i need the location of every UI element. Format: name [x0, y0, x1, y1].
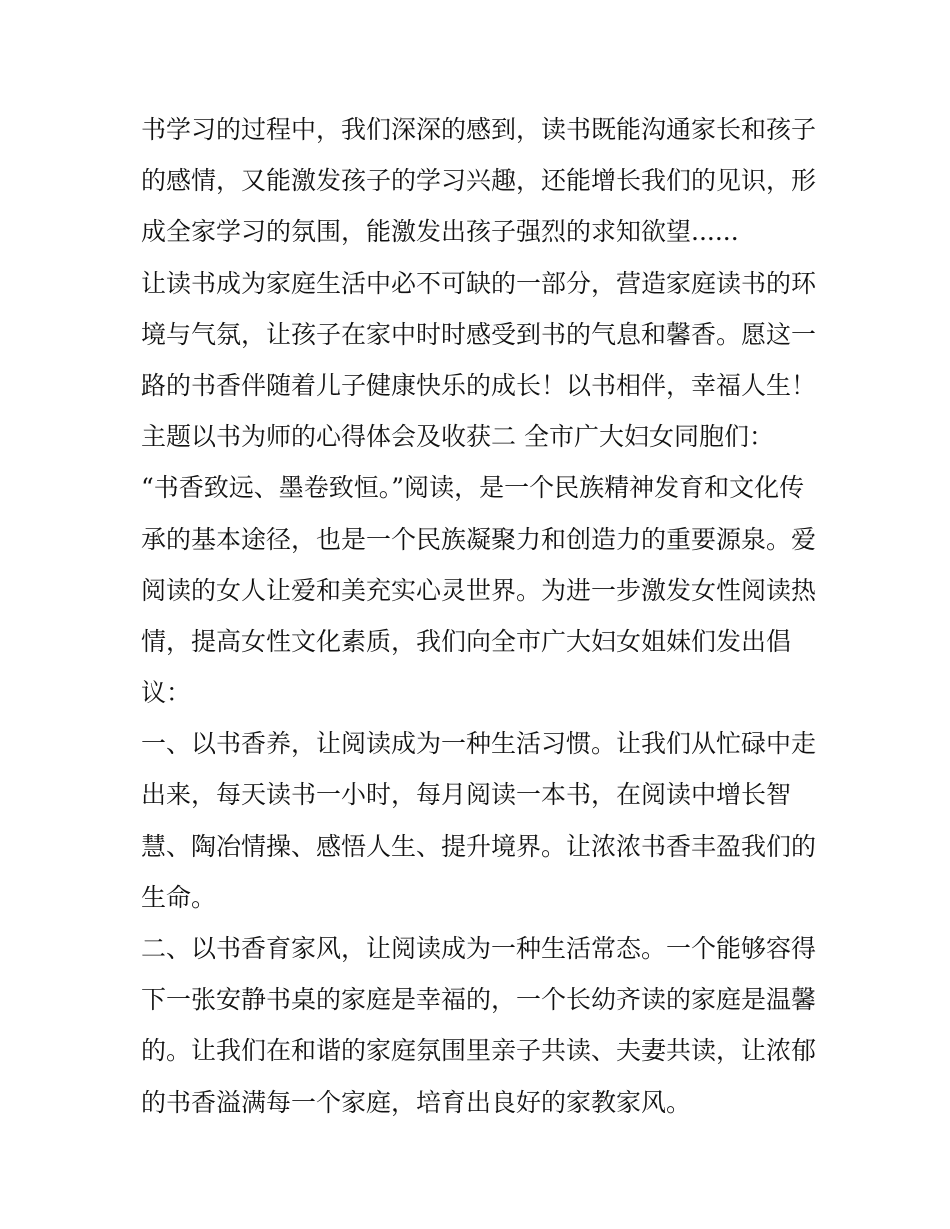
document-body [141, 104, 821, 1128]
text-line: 书学习的过程中，我们深深的感到，读书既能沟通家长和孩子 [141, 115, 817, 144]
text-line: 境与气氛，让孩子在家中时时感受到书的气息和馨香。愿这一 [141, 319, 817, 349]
text-line: 成全家学习的氛围，能激发出孩子强烈的求知欲望...... [141, 217, 739, 247]
text-line: 下一张安静书桌的家庭是幸福的，一个长幼齐读的家庭是温馨 [141, 985, 817, 1015]
text-line: 生命。 [141, 882, 217, 912]
text-line: 的书香溢满每一个家庭，培育出良好的家教家风。 [141, 1087, 692, 1117]
text-line: 二、以书香育家风，让阅读成为一种生活常态。一个能够容得 [141, 934, 817, 963]
text-line: 阅读的女人让爱和美充实心灵世界。为进一步激发女性阅读热 [141, 575, 817, 605]
text-line: 让读书成为家庭生活中必不可缺的一部分，营造家庭读书的环 [141, 268, 817, 298]
text-line: “书香致远、墨卷致恒。”阅读，是一个民族精神发育和文化传 [141, 473, 805, 503]
text-line: 的。让我们在和谐的家庭氛围里亲子共读、夫妻共读，让浓郁 [141, 1036, 817, 1066]
text-line: 路的书香伴随着儿子健康快乐的成长！以书相伴，幸福人生！ [141, 370, 817, 400]
text-line: 主题以书为师的心得体会及收获二 全市广大妇女同胞们： [141, 422, 774, 452]
text-line: 一、以书香养，让阅读成为一种生活习惯。让我们从忙碌中走 [141, 729, 817, 759]
text-line: 慧、陶冶情操、感悟人生、提升境界。让浓浓书香丰盈我们的 [141, 831, 817, 861]
text-line: 议： [141, 678, 192, 708]
text-line: 承的基本途径，也是一个民族凝聚力和创造力的重要源泉。爱 [141, 524, 817, 554]
text-line: 情，提高女性文化素质，我们向全市广大妇女姐妹们发出倡 [141, 626, 792, 656]
text-line: 的感情，又能激发孩子的学习兴趣，还能增长我们的见识，形 [141, 166, 817, 196]
text-line: 出来，每天读书一小时，每月阅读一本书，在阅读中增长智 [141, 780, 792, 810]
